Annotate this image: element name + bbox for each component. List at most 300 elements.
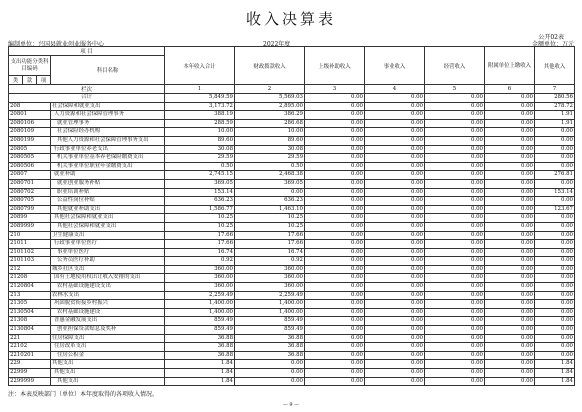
row-value: 1.84 xyxy=(535,360,575,369)
row-value: 0.00 xyxy=(365,369,425,378)
row-code: 2101103 xyxy=(9,257,51,266)
row-value: 0.00 xyxy=(485,231,535,240)
row-value: 0.00 xyxy=(535,128,575,137)
row-value: 0.00 xyxy=(535,300,575,309)
row-value: 0.00 xyxy=(535,154,575,163)
row-name: 其他支出 xyxy=(51,369,165,378)
row-value: 0.00 xyxy=(535,291,575,300)
row-value: 10.25 xyxy=(235,214,305,223)
row-value: 0.00 xyxy=(535,162,575,171)
row-value: 0.00 xyxy=(305,326,365,335)
total-row xyxy=(9,94,575,103)
row-code: 2080799 xyxy=(9,205,51,214)
row-value: 3,173.72 xyxy=(165,102,235,111)
row-code: 21305 xyxy=(9,300,51,309)
row-value: 0.00 xyxy=(305,214,365,223)
row-value: 0.00 xyxy=(485,102,535,111)
row-value: 0.00 xyxy=(425,283,485,292)
row-value: 0.00 xyxy=(365,102,425,111)
row-value: 0.00 xyxy=(305,136,365,145)
row-name: 社会保险经办机构 xyxy=(51,128,165,137)
row-value: 36.88 xyxy=(165,351,235,360)
row-name: 其他社会保障和就业支出 xyxy=(51,214,165,223)
row-value: 89.60 xyxy=(235,136,305,145)
row-name: 创业担保贷款贴息及奖补 xyxy=(51,326,165,335)
col-header-1: 本年收入合计 xyxy=(165,47,235,85)
row-value: 2,259.49 xyxy=(235,291,305,300)
row-value: 0.00 xyxy=(305,265,365,274)
project-header: 项 目 xyxy=(9,47,165,56)
row-value: 0.00 xyxy=(425,154,485,163)
row-value: 30.08 xyxy=(165,145,235,154)
row-value: 0.00 xyxy=(365,283,425,292)
total-cell: 280.56 xyxy=(535,94,575,103)
row-code: 229 xyxy=(9,360,51,369)
row-value: 0.00 xyxy=(305,102,365,111)
row-value: 0.00 xyxy=(365,171,425,180)
row-value: 10.00 xyxy=(165,128,235,137)
row-value: 0.00 xyxy=(365,136,425,145)
row-value: 0.00 xyxy=(305,334,365,343)
row-value: 0.00 xyxy=(535,257,575,266)
col-header-3: 上级补助收入 xyxy=(305,47,365,85)
row-value: 2,745.15 xyxy=(165,171,235,180)
table-note: 注：本表反映部门（单位）本年度取得的各项收入情况。 xyxy=(8,391,159,398)
row-code: 21208 xyxy=(9,274,51,283)
row-code: 2080701 xyxy=(9,179,51,188)
income-table xyxy=(8,46,575,386)
col-header-4: 事业收入 xyxy=(365,47,425,85)
total-cell: 0.00 xyxy=(425,94,485,103)
row-value: 0.00 xyxy=(485,171,535,180)
row-value: 0.00 xyxy=(485,257,535,266)
row-value: 0.00 xyxy=(365,231,425,240)
row-value: 0.00 xyxy=(425,326,485,335)
table-row xyxy=(9,119,575,128)
table-row xyxy=(9,240,575,249)
name-header: 科目名称 xyxy=(51,56,165,85)
row-code: 2299999 xyxy=(9,377,51,386)
row-value: 0.00 xyxy=(235,369,305,378)
row-value: 0.00 xyxy=(485,119,535,128)
row-value: 1.84 xyxy=(535,369,575,378)
row-value: 30.08 xyxy=(235,145,305,154)
row-value: 0.00 xyxy=(425,145,485,154)
row-code: 2080106 xyxy=(9,119,51,128)
row-value: 0.00 xyxy=(425,162,485,171)
row-value: 1.84 xyxy=(165,377,235,386)
row-value: 0.00 xyxy=(425,308,485,317)
row-value: 360.00 xyxy=(165,283,235,292)
row-value: 0.00 xyxy=(305,162,365,171)
row-value: 0.00 xyxy=(235,360,305,369)
col-header-6: 附属单位上缴收入 xyxy=(485,47,535,85)
row-value: 0.00 xyxy=(425,197,485,206)
row-value: 0.00 xyxy=(485,240,535,249)
col-index-1: 1 xyxy=(165,85,235,94)
row-value: 0.00 xyxy=(305,145,365,154)
table-row xyxy=(9,343,575,352)
row-value: 0.00 xyxy=(365,257,425,266)
row-value: 0.00 xyxy=(535,274,575,283)
row-code: 20805 xyxy=(9,145,51,154)
table-row xyxy=(9,360,575,369)
row-value: 10.25 xyxy=(235,222,305,231)
table-row xyxy=(9,291,575,300)
row-value: 0.00 xyxy=(485,154,535,163)
table-row xyxy=(9,162,575,171)
total-label: 合计 xyxy=(9,94,165,103)
row-value: 0.00 xyxy=(305,343,365,352)
row-value: 0.00 xyxy=(305,111,365,120)
row-value: 360.00 xyxy=(235,265,305,274)
row-value: 36.88 xyxy=(165,343,235,352)
col-header-5: 经营收入 xyxy=(425,47,485,85)
table-row xyxy=(9,248,575,257)
row-value: 0.00 xyxy=(535,179,575,188)
row-value: 0.00 xyxy=(535,283,575,292)
total-cell: 5,849.59 xyxy=(165,94,235,103)
row-value: 0.00 xyxy=(365,222,425,231)
col-header-7: 其他收入 xyxy=(535,47,575,85)
row-value: 0.00 xyxy=(425,248,485,257)
col-header-2: 财政拨款收入 xyxy=(235,47,305,85)
row-value: 0.00 xyxy=(485,317,535,326)
row-code: 208 xyxy=(9,102,51,111)
row-code: 212 xyxy=(9,265,51,274)
row-value: 1,400.00 xyxy=(165,300,235,309)
table-row xyxy=(9,317,575,326)
row-value: 0.00 xyxy=(425,343,485,352)
row-value: 17.66 xyxy=(165,231,235,240)
row-name: 公务员医疗补助 xyxy=(51,257,165,266)
row-name: 机关事业单位职业年金缴费支出 xyxy=(51,162,165,171)
row-value: 0.00 xyxy=(305,171,365,180)
table-row xyxy=(9,334,575,343)
row-name: 就业创业服务补贴 xyxy=(51,179,165,188)
row-value: 0.00 xyxy=(535,343,575,352)
row-value: 29.59 xyxy=(165,154,235,163)
row-value: 17.66 xyxy=(165,240,235,249)
row-value: 0.00 xyxy=(365,274,425,283)
row-value: 0.00 xyxy=(305,377,365,386)
row-value: 0.00 xyxy=(425,222,485,231)
table-row xyxy=(9,377,575,386)
row-value: 2,468.38 xyxy=(235,171,305,180)
total-cell: 0.00 xyxy=(305,94,365,103)
row-value: 36.88 xyxy=(235,351,305,360)
row-value: 1,400.00 xyxy=(235,308,305,317)
row-value: 0.00 xyxy=(425,111,485,120)
table-row xyxy=(9,171,575,180)
row-value: 0.00 xyxy=(365,179,425,188)
table-row xyxy=(9,111,575,120)
row-value: 0.00 xyxy=(365,334,425,343)
row-code: 2101102 xyxy=(9,248,51,257)
row-value: 0.00 xyxy=(365,265,425,274)
table-row xyxy=(9,369,575,378)
row-code: 221 xyxy=(9,334,51,343)
row-name: 其他就业补助支出 xyxy=(51,205,165,214)
row-value: 0.00 xyxy=(425,171,485,180)
row-value: 0.00 xyxy=(485,274,535,283)
row-value: 859.49 xyxy=(235,317,305,326)
page-number: — 9 — xyxy=(282,402,300,408)
table-row xyxy=(9,283,575,292)
row-value: 10.25 xyxy=(165,222,235,231)
row-value: 0.00 xyxy=(425,291,485,300)
row-value: 0.00 xyxy=(425,360,485,369)
row-value: 288.59 xyxy=(165,119,235,128)
row-value: 0.00 xyxy=(425,128,485,137)
row-value: 0.00 xyxy=(305,197,365,206)
row-value: 0.00 xyxy=(305,317,365,326)
row-value: 1.91 xyxy=(535,119,575,128)
row-value: 0.00 xyxy=(485,205,535,214)
row-code: 2130804 xyxy=(9,326,51,335)
row-name: 机关事业单位基本养老保险缴费支出 xyxy=(51,154,165,163)
row-value: 0.00 xyxy=(485,265,535,274)
row-value: 0.92 xyxy=(235,257,305,266)
row-value: 2,895.00 xyxy=(235,102,305,111)
row-code: 2130504 xyxy=(9,308,51,317)
row-name: 其他支出 xyxy=(51,360,165,369)
row-value: 0.00 xyxy=(485,343,535,352)
row-value: 0.00 xyxy=(365,240,425,249)
row-value: 0.00 xyxy=(365,377,425,386)
row-value: 0.00 xyxy=(485,369,535,378)
row-value: 0.00 xyxy=(305,257,365,266)
row-code: 210 xyxy=(9,231,51,240)
row-value: 360.00 xyxy=(235,283,305,292)
row-code: 2089999 xyxy=(9,222,51,231)
row-value: 0.00 xyxy=(305,369,365,378)
page-title: 收入决算表 xyxy=(245,10,336,28)
col-index-7: 7 xyxy=(535,85,575,94)
row-value: 0.00 xyxy=(535,317,575,326)
year-label: 2022年度 xyxy=(263,41,291,48)
row-code: 2120804 xyxy=(9,283,51,292)
table-row xyxy=(9,214,575,223)
row-value: 0.00 xyxy=(485,291,535,300)
row-code: 2080109 xyxy=(9,128,51,137)
row-value: 0.00 xyxy=(425,240,485,249)
row-name: 城乡社区支出 xyxy=(51,265,165,274)
row-value: 0.00 xyxy=(535,222,575,231)
row-value: 0.00 xyxy=(485,188,535,197)
table-row xyxy=(9,222,575,231)
row-value: 0.00 xyxy=(305,351,365,360)
row-value: 0.00 xyxy=(425,351,485,360)
row-value: 1.84 xyxy=(165,369,235,378)
row-value: 276.81 xyxy=(535,171,575,180)
table-row xyxy=(9,274,575,283)
row-code: 2080505 xyxy=(9,154,51,163)
code-header: 支出功能分类科目编码 xyxy=(9,56,51,76)
row-value: 0.00 xyxy=(485,377,535,386)
row-value: 2,259.49 xyxy=(165,291,235,300)
row-value: 286.68 xyxy=(235,119,305,128)
row-value: 0.00 xyxy=(485,248,535,257)
row-name: 行政事业单位医疗 xyxy=(51,240,165,249)
row-name: 其他社会保障和就业支出 xyxy=(51,222,165,231)
row-value: 153.14 xyxy=(535,188,575,197)
table-row xyxy=(9,154,575,163)
row-value: 0.00 xyxy=(425,300,485,309)
row-value: 0.00 xyxy=(305,308,365,317)
row-value: 0.00 xyxy=(235,188,305,197)
row-value: 0.00 xyxy=(485,351,535,360)
row-value: 1.84 xyxy=(165,360,235,369)
row-value: 0.00 xyxy=(305,291,365,300)
table-row xyxy=(9,128,575,137)
row-value: 636.23 xyxy=(165,197,235,206)
row-value: 153.14 xyxy=(165,188,235,197)
row-value: 0.00 xyxy=(485,360,535,369)
row-value: 0.00 xyxy=(365,162,425,171)
row-value: 0.00 xyxy=(365,300,425,309)
row-value: 0.00 xyxy=(535,308,575,317)
row-value: 0.00 xyxy=(485,145,535,154)
table-row xyxy=(9,326,575,335)
row-value: 360.00 xyxy=(165,265,235,274)
row-value: 0.00 xyxy=(535,214,575,223)
row-code: 2080506 xyxy=(9,162,51,171)
row-value: 0.00 xyxy=(485,326,535,335)
row-value: 0.00 xyxy=(425,102,485,111)
row-name: 农林水支出 xyxy=(51,291,165,300)
row-value: 0.00 xyxy=(485,308,535,317)
row-code: 20807 xyxy=(9,171,51,180)
row-value: 0.00 xyxy=(485,136,535,145)
row-value: 1.84 xyxy=(535,377,575,386)
row-value: 0.00 xyxy=(485,222,535,231)
row-name: 住房改革支出 xyxy=(51,343,165,352)
row-value: 16.74 xyxy=(165,248,235,257)
row-value: 0.00 xyxy=(485,128,535,137)
row-value: 1,463.10 xyxy=(235,205,305,214)
row-value: 636.23 xyxy=(235,197,305,206)
row-value: 0.00 xyxy=(365,248,425,257)
row-code: 22102 xyxy=(9,343,51,352)
row-value: 17.66 xyxy=(235,240,305,249)
row-value: 0.00 xyxy=(425,188,485,197)
lei-header: 类 xyxy=(9,76,23,85)
row-name: 巩固脱贫衔接乡村振兴 xyxy=(51,300,165,309)
row-value: 0.00 xyxy=(425,205,485,214)
table-row xyxy=(9,265,575,274)
row-value: 0.00 xyxy=(365,111,425,120)
row-value: 0.00 xyxy=(535,351,575,360)
row-value: 17.66 xyxy=(235,231,305,240)
row-value: 0.00 xyxy=(365,205,425,214)
table-row xyxy=(9,300,575,309)
row-value: 0.00 xyxy=(305,300,365,309)
table-row xyxy=(9,102,575,111)
row-value: 0.00 xyxy=(535,326,575,335)
row-value: 0.00 xyxy=(425,274,485,283)
row-value: 0.00 xyxy=(425,257,485,266)
row-value: 0.00 xyxy=(485,283,535,292)
row-value: 0.00 xyxy=(535,334,575,343)
row-name: 住房公积金 xyxy=(51,351,165,360)
row-name: 国有土地使用权出让收入安排的支出 xyxy=(51,274,165,283)
table-row xyxy=(9,136,575,145)
row-value: 0.00 xyxy=(485,197,535,206)
total-cell: 5,569.03 xyxy=(235,94,305,103)
row-value: 10.00 xyxy=(235,128,305,137)
row-value: 0.00 xyxy=(535,197,575,206)
row-name: 公益性岗位补贴 xyxy=(51,197,165,206)
row-value: 0.00 xyxy=(425,377,485,386)
row-value: 0.00 xyxy=(305,188,365,197)
row-name: 农村基础设施建设支出 xyxy=(51,283,165,292)
row-name: 就业管理事务 xyxy=(51,119,165,128)
row-value: 369.05 xyxy=(165,179,235,188)
row-value: 36.88 xyxy=(235,334,305,343)
row-value: 0.00 xyxy=(305,119,365,128)
row-value: 0.92 xyxy=(165,257,235,266)
row-value: 1,400.00 xyxy=(235,300,305,309)
row-value: 0.00 xyxy=(305,205,365,214)
row-value: 0.00 xyxy=(425,214,485,223)
row-value: 388.19 xyxy=(165,111,235,120)
row-value: 89.60 xyxy=(165,136,235,145)
row-value: 36.88 xyxy=(235,343,305,352)
row-value: 859.49 xyxy=(235,326,305,335)
row-value: 0.00 xyxy=(425,369,485,378)
row-value: 16.74 xyxy=(235,248,305,257)
currency-label: 金额单位：万元 xyxy=(531,41,574,48)
row-value: 0.00 xyxy=(365,154,425,163)
row-value: 859.49 xyxy=(165,326,235,335)
row-value: 29.59 xyxy=(235,154,305,163)
row-value: 0.00 xyxy=(235,377,305,386)
row-code: 2210201 xyxy=(9,351,51,360)
table-row xyxy=(9,257,575,266)
row-name: 人力资源和社会保障管理事务 xyxy=(51,111,165,120)
row-value: 0.00 xyxy=(535,265,575,274)
row-value: 0.00 xyxy=(305,179,365,188)
row-name: 其他人力资源和社会保障管理事务支出 xyxy=(51,136,165,145)
row-value: 0.00 xyxy=(365,291,425,300)
row-value: 0.00 xyxy=(535,248,575,257)
col-index-2: 2 xyxy=(235,85,305,94)
row-value: 0.00 xyxy=(365,197,425,206)
row-value: 0.00 xyxy=(305,248,365,257)
table-row xyxy=(9,145,575,154)
row-value: 0.00 xyxy=(365,317,425,326)
table-row xyxy=(9,308,575,317)
row-code: 21011 xyxy=(9,240,51,249)
row-value: 0.00 xyxy=(535,231,575,240)
row-name: 卫生健康支出 xyxy=(51,231,165,240)
row-code: 2080702 xyxy=(9,188,51,197)
row-value: 0.50 xyxy=(165,162,235,171)
row-value: 0.00 xyxy=(365,119,425,128)
row-value: 360.00 xyxy=(235,274,305,283)
row-code: 20899 xyxy=(9,214,51,223)
row-value: 278.72 xyxy=(535,102,575,111)
row-value: 369.05 xyxy=(235,179,305,188)
col-index-5: 5 xyxy=(425,85,485,94)
row-value: 0.00 xyxy=(425,179,485,188)
row-value: 0.00 xyxy=(425,136,485,145)
row-value: 1,400.00 xyxy=(165,308,235,317)
row-name: 社会保障和就业支出 xyxy=(51,102,165,111)
unit-label: 编制单位：兴国县就业创业服务中心 xyxy=(8,41,105,48)
col-index-3: 3 xyxy=(305,85,365,94)
